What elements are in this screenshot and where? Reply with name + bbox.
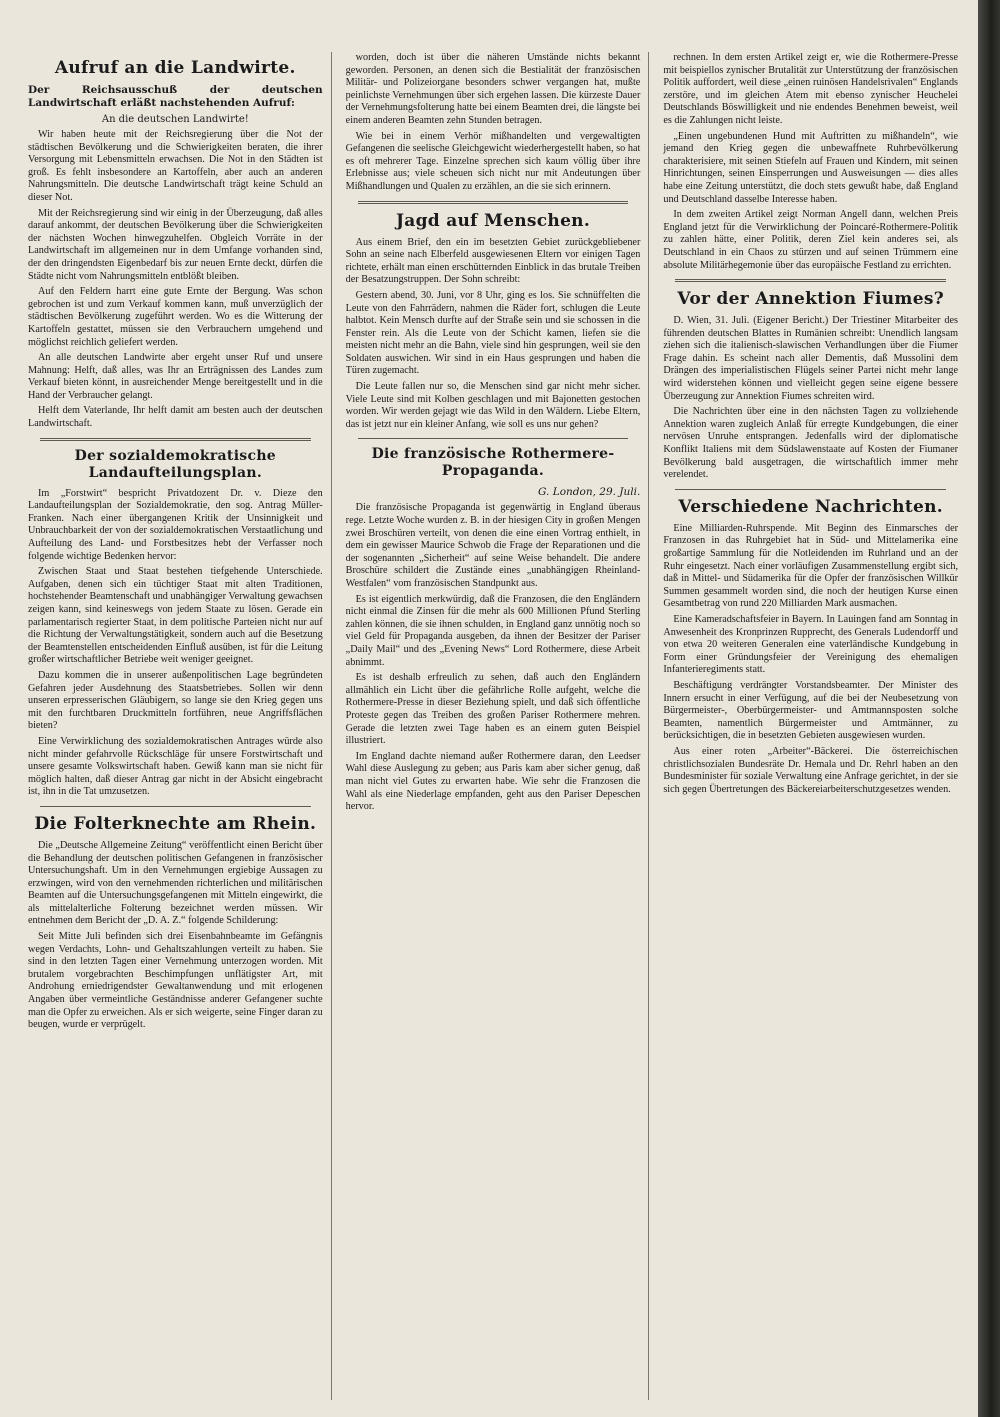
article-paragraph: Seit Mitte Juli befinden sich drei Eisenbahnbeamte im Gefängnis wegen Verdachts, Lohn- und Gehaltszahlungen verteilt zu haben. Sie sind in den letzten Tagen einer Vernehmung unterzogen worden. Mit brutalem vorgebrachten Beschimpfungen unflätigster Art, mit Androhung erniedrigendster Gewaltanwendung und mit erlogenen Angaben über vermeintliche Geständnisse anderer Gefangener suchte man die Opfer zu erweichen. Als er sich weigerte, seine Finger daran zu beugen, wurde er verprügelt.: [28, 931, 323, 1031]
article-title: Die französische Rothermere-Propaganda.: [371, 446, 615, 480]
article-paragraph: Aus einem Brief, den ein im besetzten Gebiet zurückgebliebener Sohn an seine nach Elberfeld ausgewiesenen Eltern vor einigen Tagen richtete, erhält man einen erschütternden Einblick in das brutale Treiben der Besatzungstruppen. Der Sohn schreibt:: [345, 236, 641, 286]
column: [28, 52, 332, 1400]
article-paragraph: D. Wien, 31. Juli. (Eigener Bericht.) Der Triestiner Mitarbeiter des führenden deutschen Blattes in Rumänien schreibt: Unendlich langsam ziehen sich die italienisch-slawischen Verhandlungen über die Fiumer Frage dahin. Es scheint nach aller Dementis, daß Mussolini dem Drängen des imperialistischen Flügels seiner Partei nicht mehr lange wird widerstehen können und vielleicht gegen seine eigene bessere Überzeugung zur Annektion Fiumes schreiten wird.: [663, 315, 959, 402]
column: [663, 52, 958, 1400]
article: [346, 438, 641, 813]
article-paragraph: Gestern abend, 30. Juni, vor 8 Uhr, ging es los. Sie schnüffelten die Leute von den Fahrrädern, nahmen die Räder fort, schlugen die Leute halbtot. Kein Mensch durfte auf der Straße sein und sie schossen in die Fenster rein. Als die Leute von der Schicht kamen, liefen sie die meisten nicht mehr an die Bahn, viele sind hin gesprungen, weil sie den Soldaten auswichen. Wir sind in ein Haus gesprungen und haben die Türen zugemacht.: [345, 289, 641, 377]
article-paragraph: Zwischen Staat und Staat bestehen tiefgehende Unterschiede. Aufgaben, denen sich ein tüchtiger Staat mit alten Traditionen, hochstehender Beamtenschaft und unabhängiger Verwaltung gewachsen zeigen kann, sind keineswegs von jedem Staate zu lösen. Gerade ein parlamentarisch regierter Staat, in dem politische Parteien nicht nur auf die Richtung der Verwaltungstätigkeit, sondern auch auf die Besetzung der Beamtenstellen entscheidenden Einfluß ausüben, ist für die Leitung großer wirtschaftlicher Betriebe weit weniger geeignet.: [28, 566, 323, 666]
article-paragraph: Beschäftigung verdrängter Vorstandsbeamter. Der Minister des Innern ersucht in einer Verfügung, auf die bei der Neubesetzung von Bürgermeister-, Oberbürgermeister- und Amtmannsposten solche Beamten, namentlich Bürgermeister und Amtmänner, zu berücksichtigen, die in besetzten Gebieten ausgewiesen wurden.: [663, 679, 959, 742]
article-paragraph: Dazu kommen die in unserer außenpolitischen Lage begründeten Gefahren jeder Ausdehnung des Staatsbetriebes. Sollen wir denn unseren erpresserischen Gläubigern, so lange sie den Krieg gegen uns mit den furchtbaren Druckmitteln fortführen, neue Angriffsflächen bieten?: [28, 669, 323, 732]
article-paragraph: Es ist deshalb erfreulich zu sehen, daß auch den Engländern allmählich ein Licht über die gefährliche Rolle aufgeht, welche die Rothermere-Presse in dieser Beziehung spielt, und daß sich öffentliche Proteste gegen das Treiben des großen Pariser Rothermere mehren. Gerade die letzten zwei Tage haben es an einem guten Beispiel illustriert.: [345, 672, 641, 747]
article-paragraph: Die französische Propaganda ist gegenwärtig in England überaus rege. Letzte Woche wurden z. B. in der hiesigen City in großen Mengen zwei Broschüren verteilt, von denen die eine einen Vortrag enthielt, in dem ein gewisser Maurice Schwob die Frage der Reparationen und die der sogenannten „Sicherheit“ auf seine Weise behandelt. Die andere Broschüre schildert die Zustände eines „unabhängigen Rheinland-Westfalen“ vom französischen Standpunkt aus.: [345, 502, 641, 589]
article-salutation: An die deutschen Landwirte!: [101, 114, 249, 125]
article-paragraph: In dem zweiten Artikel zeigt Norman Angell dann, welchen Preis England jetzt für die Verwirklichung der Poincaré-Rothermere-Politik zu zahlen hätte, einer Politik, deren Ziel kein anderes sei, als Deutschland in ein Chaos zu stürzen und auf seinen Trümmern eine absolute Militärhegemonie über das europäische Festland zu errichten.: [663, 209, 959, 271]
article-paragraph: rechnen. In dem ersten Artikel zeigt er, wie die Rothermere-Presse mit beispiellos zynischer Brutalität zur Unterstützung der französischen Politik auffordert, weil diese „einen ruinösen Handelsrivalen“ Englands zerstöre, und im gleichen Atem mit ebenso zynischer Heuchelei Deutschlands Böswilligkeit und nie endendes Benehmen beweist, weil es die Zahlungen nicht leiste.: [663, 52, 959, 126]
article-divider: [40, 806, 311, 807]
article: [663, 279, 958, 482]
article-paragraph: Die Leute fallen nur so, die Menschen sind gar nicht mehr sicher. Viele Leute sind mit Kolben geschlagen und mit Bajonetten gestochen worden. Wir werden gejagt wie das Wild in den Wäldern. Liebe Eltern, das ist jetzt nur ein kleiner Anfang, wie soll es uns nur gehen?: [345, 381, 641, 430]
article-paragraph: Es ist eigentlich merkwürdig, daß die Franzosen, die den Engländern nicht einmal die Zinsen für die mehr als 600 Millionen Pfund Sterling zahlen können, die sie ihnen schulden, in England ganz unnötig noch so viel Geld für Propaganda ausgeben, da ihnen der Besitzer der Pariser „Daily Mail“ und des „Evening News“ Lord Rothermere, diese Arbeit abnimmt.: [345, 593, 641, 668]
column: [346, 52, 650, 1400]
article-paragraph: Helft dem Vaterlande, Ihr helft damit am besten auch der deutschen Landwirtschaft.: [28, 405, 323, 430]
article-paragraph: Aus einer roten „Arbeiter“-Bäckerei. Die österreichischen christlichsozialen Bundesräte Dr. Hemala und Dr. Rehrl haben an den Bundesminister für soziale Verwaltung eine Anfrage gerichtet, in der sie sich gegen Übertretungen des Bäckereiarbeiterschutzgesetzes wenden.: [663, 745, 959, 795]
article-divider: [675, 489, 946, 490]
article-title: Vor der Annektion Fiumes?: [677, 289, 944, 310]
article-divider: [675, 279, 946, 282]
article: [28, 58, 323, 431]
article-paragraph: Eine Milliarden-Ruhrspende. Mit Beginn des Einmarsches der Franzosen in das Ruhrgebiet hat in Süd- und Mittelamerika eine großartige Sammlung für die Notleidenden im Ruhrland und an der Ruhr eingesetzt. Nach einer vorläufigen Zusammenstellung ergibt sich, daß in Mittel- und Südamerika für die Opfer der französischen Willkür Summen gesammelt worden sind, die noch der heutigen Kurse einen Gesamtbetrag von rund 220 Milliarden Mark ausmachen.: [663, 522, 959, 610]
article-dateline: G. London, 29. Juli.: [538, 486, 641, 499]
article-paragraph: Wie bei in einem Verhör mißhandelten und vergewaltigten Gefangenen die seelische Gleichgewicht wiederhergestellt haben, so hat es oft mehrerer Tage. Einzelne sprechen sich kaum völlig über ihre Erlebnisse aus; viele scheuen sich nicht nur mit Andeutungen über Mißhandlungen und Qualen zu erzählen, an die sie sich erinnern.: [345, 130, 641, 192]
article-paragraph: Eine Kameradschaftsfeier in Bayern. In Lauingen fand am Sonntag in Anwesenheit des Kronprinzen Rupprecht, des Generals Ludendorff und von etwa 20 weiteren Generalen eine vaterländische Kundgebung in Form einer Gründungsfeier der Vereinigung des ehemaligen Infanterieregiments statt.: [663, 613, 959, 676]
article-title: Aufruf an die Landwirte.: [54, 58, 296, 78]
article: [663, 52, 958, 272]
article: [28, 438, 323, 799]
scan-edge-shadow: [978, 0, 1000, 1417]
article-paragraph: Im England dachte niemand außer Rothermere daran, den Leedser Wahl diese Auslegung zu geben; aus Paris kam aber sicher genug, daß man nicht viel Gutes zu erwarten habe. Wie sehr die Franzosen die Wahl als eine Niederlage empfanden, geht aus den Pariser Depeschen hervor.: [345, 750, 641, 813]
article-paragraph: An alle deutschen Landwirte aber ergeht unser Ruf und unsere Mahnung: Helft, daß alles, was Ihr an Erträgnissen des Landes zum Verkauf bieten könnt, in ausreichender Menge bereitgestellt und in die Hand der Verbraucher gelangt.: [28, 352, 323, 401]
article-paragraph: Auf den Feldern harrt eine gute Ernte der Bergung. Was schon gebrochen ist und zum Verkauf kommen kann, muß unverzüglich der städtischen Bevölkerung zugeführt werden. Wo es die Witterung der Kartoffeln gestattet, müssen sie den Verbrauchern umgehend und möglichst reichlich geliefert werden.: [28, 286, 323, 348]
article-paragraph: Im „Forstwirt“ bespricht Privatdozent Dr. v. Dieze den Landaufteilungsplan der Sozialdemokratie, den sog. Antrag Müller-Franken. Nach einer übergangenen Kritik der Unsinnigkeit und Unbrauchbarkeit der von der sozialdemokratischen Verstaatlichung und Aufteilung des Land- und Forstbesitzes hebt der Verfasser noch folgende wichtige Bedenken hervor:: [28, 487, 323, 562]
article-paragraph: Mit der Reichsregierung sind wir einig in der Überzeugung, daß alles darauf ankommt, der deutschen Bevölkerung über die Schwierigkeiten der nächsten Wochen hinwegzuhelfen. Obgleich Vorräte in der Landwirtschaft im allgemeinen nur in dem Umfange vorhanden sind, der den dringendsten Eigenbedarf bis zur neuen Ernte deckt, dürfen die Städte nicht vom Nahrungsmitteln entblößt bleiben.: [28, 207, 323, 282]
article-title: Verschiedene Nachrichten.: [678, 496, 943, 517]
article-divider: [358, 438, 629, 439]
article-paragraph: Die Nachrichten über eine in den nächsten Tagen zu vollziehende Annektion waren zugleich Anlaß für erregte Kundgebungen, die einer nervösen Unruhe entsprangen. Jedenfalls wird der diplomatische Konflikt Italiens mit dem Südslawenstaate auf Kosten der Fiumaner Bevölkerung bald ausgetragen, die wirtschaftlich immer mehr verelendet.: [663, 406, 959, 481]
article-paragraph: worden, doch ist über die näheren Umstände nichts bekannt geworden. Personen, an denen sich die Bestialität der französischen Militär- und Polizeiorgane besonders schwer vergangen hat, mußte peinlichste Vernehmungen über sich ergehen lassen. Die kürzeste Dauer der Vernehmungsfolterung hatte bei einem Beamten drei, die längste bei einem anderen Beamten zehn Stunden betragen.: [345, 52, 641, 126]
column-container: [28, 52, 958, 1400]
article: [346, 52, 641, 194]
article-divider: [40, 438, 311, 441]
article: [346, 201, 641, 432]
article-divider: [358, 201, 629, 204]
article-title: Der sozialdemokratische Landaufteilungsplan.: [74, 447, 277, 481]
article-paragraph: Eine Verwirklichung des sozialdemokratischen Antrages würde also nicht minder gefahrvolle Rückschläge für unsere Forstwirtschaft und unsere gesamte Volkswirtschaft haben. Gewiß kann man sie nicht für möglich halten, daß dieser Antrag gar nicht in der Absicht eingebracht ist, ihn in die Tat umzusetzen.: [28, 735, 323, 798]
article: [663, 489, 958, 796]
article-paragraph: Wir haben heute mit der Reichsregierung über die Not der städtischen Bevölkerung und die Schwierigkeiten beraten, die ihrer Versorgung mit Lebensmitteln erwachsen. Die Not in den Städten ist groß. Es fehlt insbesondere an Kartoffeln, aber auch an anderen Nahrungsmitteln. Die deutsche Landwirtschaft trägt keine Schuld an dieser Not.: [28, 129, 323, 203]
article-lead: Der Reichsausschuß der deutschen Landwirtschaft erläßt nachstehenden Aufruf:: [28, 84, 323, 109]
article: [28, 806, 323, 1032]
article-paragraph: Die „Deutsche Allgemeine Zeitung“ veröffentlicht einen Bericht über die Behandlung der deutschen politischen Gefangenen in französischer Untersuchungshaft. Um in den Vernehmungen ergiebige Aussagen zu erzwingen, wird von den vernehmenden richterlichen und militärischen Beamten auf die Untersuchungsgefangenen mit Mitteln eingewirkt, die als mittelalterliche Folterung bezeichnet werden müssen. Wir entnehmen dem Bericht der „D. A. Z.“ folgende Schilderung:: [28, 839, 323, 927]
article-paragraph: „Einen ungebundenen Hund mit Auftritten zu mißhandeln“, wie jemand den Krieg gegen die unbewaffnete Ruhrbevölkerung charakterisiere, mit seinen Stiefeln auf Frauen und Kindern, mit seinen Hinrichtungen, seinen Einsperrungen und Ausweisungen — dies alles habe eine Zeitung unterstützt, die doch stets gewußt habe, daß England und Deutschland dasselbe Interesse haben.: [663, 130, 959, 205]
article-title: Jagd auf Menschen.: [395, 210, 591, 231]
article-title: Die Folterknechte am Rhein.: [34, 813, 317, 834]
